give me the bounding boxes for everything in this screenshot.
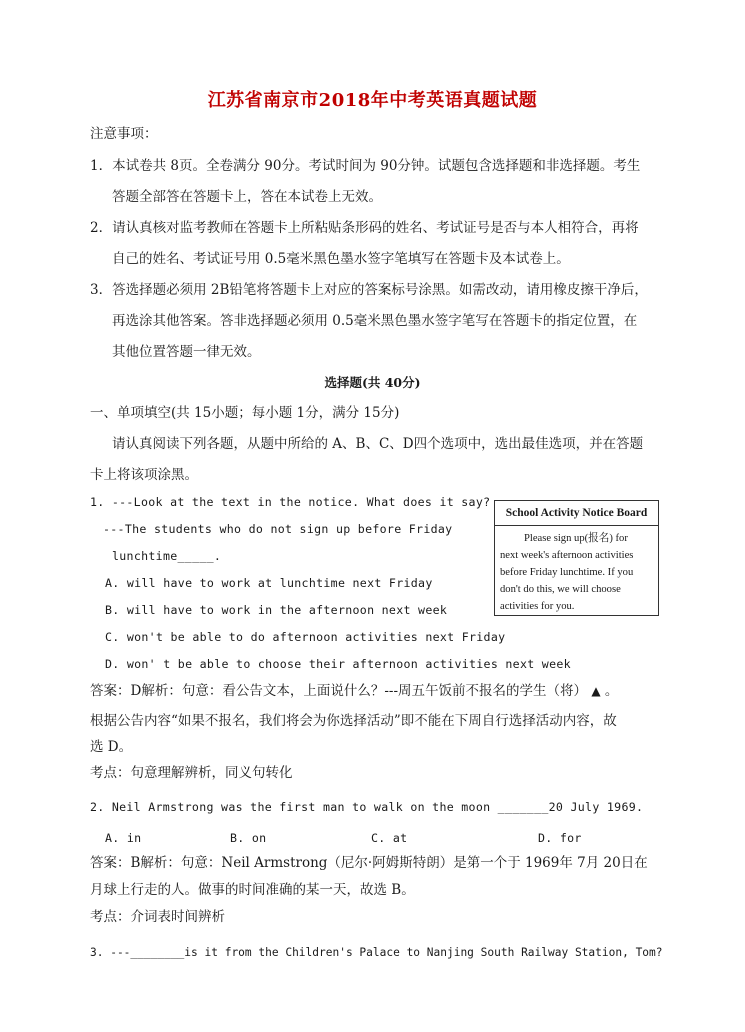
q2-option-c: C. at — [371, 831, 408, 845]
note-3-line-2: 再选涂其他答案。答非选择题必须用 0.5毫米黑色墨水签字笔写在答题卡的指定位置，在 — [112, 313, 638, 329]
q1-stem-line-3: lunchtime_____. — [112, 549, 222, 563]
q1-stem-line-2: ---The students who do not sign up before Friday — [103, 522, 453, 536]
q1-answer-text: 答案：D解析：句意：看公告文本，上面说什么？---周五午饭前不报名的学生（将） — [90, 683, 588, 699]
note-3-line-1: 3．答选择题必须用 2B铅笔将答题卡上对应的答案标号涂黑。如需改动，请用橡皮擦干净后， — [90, 282, 648, 298]
q2-answer-line-1: 答案：B解析：句意：Neil Armstrong（尼尔·阿姆斯特朗）是第一个于 1969年 7月 20日在 — [90, 855, 648, 871]
q2-stem: 2. Neil Armstrong was the first man to walk on the moon _______20 July 1969. — [90, 800, 644, 814]
note-1-line-2: 答题全部答在答题卡上，答在本试卷上无效。 — [112, 189, 382, 205]
q2-option-a: A. in — [105, 831, 142, 845]
q1-option-a: A. will have to work at lunchtime next Friday — [105, 576, 433, 590]
q2-point: 考点：介词表时间辨析 — [90, 909, 225, 925]
part-1-heading: 一、单项填空(共 15小题；每小题 1分，满分 15分) — [90, 405, 400, 421]
q1-answer-line-3: 选 D。 — [90, 739, 133, 755]
page-title: 江苏省南京市2018年中考英语真题试题 — [207, 90, 538, 111]
q1-answer-line-1 — [90, 685, 618, 699]
instructions-line-1: 请认真阅读下列各题，从题中所给的 A、B、C、D四个选项中，选出最佳选项，并在答题 — [112, 436, 644, 452]
notice-line-4: don't do this, we will choose — [500, 584, 621, 595]
q1-option-d: D. won' t be able to choose their afternoon activities next week — [105, 657, 571, 671]
note-2-line-1: 2．请认真核对监考教师在答题卡上所粘贴条形码的姓名、考试证号是否与本人相符合，再将 — [90, 220, 639, 236]
q3-stem: 3. ---________is it from the Children's Palace to Nanjing South Railway Station, Tom? — [90, 946, 663, 959]
instructions-line-2: 卡上将该项涂黑。 — [90, 467, 198, 483]
note-1-line-1: 1．本试卷共 8页。全卷满分 90分。考试时间为 90分钟。试题包含选择题和非选择题。考生 — [90, 158, 641, 174]
q1-answer-line-2: 根据公告内容“如果不报名，我们将会为你选择活动”即不能在下周自行选择活动内容，故 — [90, 713, 617, 729]
q1-option-b: B. will have to work in the afternoon next week — [105, 603, 448, 617]
triangle-icon: ▲ — [591, 684, 601, 698]
q1-option-c: C. won't be able to do afternoon activities next Friday — [105, 630, 506, 644]
note-3-line-3: 其他位置答题一律无效。 — [112, 344, 261, 360]
notes-heading: 注意事项： — [90, 126, 158, 142]
notice-line-2: next week's afternoon activities — [500, 550, 634, 561]
note-2-line-2: 自己的姓名、考试证号用 0.5毫米黑色墨水签字笔填写在答题卡及本试卷上。 — [112, 251, 570, 267]
notice-board-body — [495, 526, 658, 615]
notice-board — [494, 500, 659, 616]
notice-line-3: before Friday lunchtime. If you — [500, 567, 634, 578]
q1-answer-end: 。 — [604, 683, 619, 699]
notice-line-1: Please sign up(报名) for — [524, 533, 628, 544]
q2-option-d: D. for — [538, 831, 582, 845]
q1-stem-line-1: 1. ---Look at the text in the notice. What does it say? — [90, 495, 491, 509]
q2-answer-line-2: 月球上行走的人。做事的时间准确的某一天，故选 B。 — [90, 882, 415, 898]
notice-line-5: activities for you. — [500, 601, 575, 612]
section-title: 选择题(共 40分) — [324, 375, 421, 390]
q2-option-b: B. on — [230, 831, 267, 845]
notice-board-header: School Activity Notice Board — [495, 501, 658, 526]
q1-point: 考点：句意理解辨析，同义句转化 — [90, 765, 293, 781]
